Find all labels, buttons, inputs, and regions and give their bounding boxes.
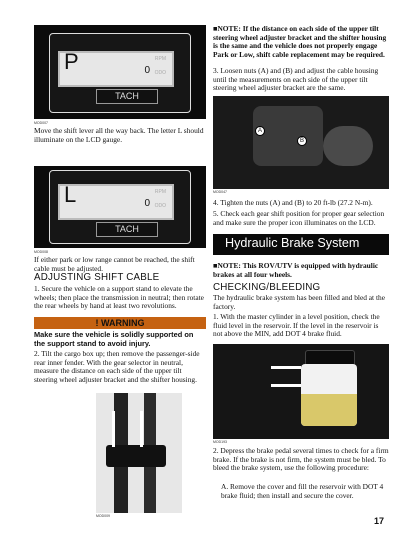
gear-letter: L xyxy=(64,182,77,207)
figure-code: MOD009 xyxy=(96,514,111,518)
section-title: ADJUSTING SHIFT CABLE xyxy=(34,272,160,283)
step-text: 2. Depress the brake pedal several times to check for a firm brake. If the brake is not firm, the system must be bled. To bleed the brake system, use the following procedure: xyxy=(213,446,389,473)
rpm-label: RPM xyxy=(154,189,166,195)
engine-part xyxy=(323,126,373,166)
pointer-arrow xyxy=(271,366,301,369)
step-text: 5. Check each gear shift position for proper gear selection and make sure the proper icon illuminates on the LCD. xyxy=(213,209,385,227)
warning-banner: ! WARNING xyxy=(34,317,206,329)
figure-code: MOD008 xyxy=(34,250,49,254)
step-text: A. Remove the cover and fill the reservoir with DOT 4 brake fluid; then install and secure the cover. xyxy=(221,482,384,500)
step-text: 2. Tilt the cargo box up; then remove the passenger-side rear inner fender. With the gear selector in neutral, measure the distance on each side of the upper tilt steering wheel adjuster bracket and the shifter housing. xyxy=(34,349,200,384)
brake-reservoir-photo xyxy=(213,344,389,439)
subsection-title: CHECKING/BLEEDING xyxy=(213,282,321,293)
figure-code: MOD047 xyxy=(213,190,228,194)
odo-label: ODO xyxy=(154,203,166,209)
lcd-gauge-park-photo xyxy=(34,25,206,119)
section-title: Hydraulic Brake System xyxy=(225,236,360,250)
intro-text: The hydraulic brake system has been filled and bled at the factory. xyxy=(213,293,385,311)
figure-caption: Move the shift lever all the way back. The letter L should illuminate on the LCD gauge. xyxy=(34,126,204,144)
figure-code: MOD007 xyxy=(34,121,49,125)
lcd-gauge-low-photo xyxy=(34,166,206,248)
cable-nuts-photo xyxy=(213,96,389,189)
shifter-measurement-photo xyxy=(96,393,182,513)
odo-label: ODO xyxy=(154,70,166,76)
gauge-reading: 0 xyxy=(144,198,150,209)
figure-caption: If either park or low range cannot be reached, the shift cable must be adjusted. xyxy=(34,255,195,273)
warning-text: Make sure the vehicle is solidly supported on the support stand to avoid injury. xyxy=(34,330,194,348)
figure-code: MOD193 xyxy=(213,440,228,444)
fluid-level xyxy=(301,394,357,426)
engine-part xyxy=(253,106,323,166)
measurement-arrow xyxy=(140,411,143,447)
rpm-label: RPM xyxy=(154,56,166,62)
shifter-housing xyxy=(106,445,166,467)
step-text: 3. Loosen nuts (A) and (B) and adjust the cable housing until the measurements on each side of the upper tilt steering wheel adjuster bracket are the same. xyxy=(213,66,379,93)
callout-a: A xyxy=(255,126,265,136)
tach-bar: TACH xyxy=(96,222,158,237)
measurement-arrow xyxy=(112,411,115,447)
note-text: ■NOTE: This ROV/UTV is equipped with hydraulic brakes at all four wheels. xyxy=(213,261,379,279)
tach-bar: TACH xyxy=(96,89,158,104)
pointer-arrow xyxy=(271,384,301,387)
step-text: 1. Secure the vehicle on a support stand to elevate the wheels; then place the transmission in neutral; then rotate the rear wheels by hand at least two revolutions. xyxy=(34,284,204,311)
section-title-bar xyxy=(213,234,389,255)
step-text: 1. With the master cylinder in a level position, check the fluid level in the reservoir. If the level in the reservoir is not above the MIN, add DOT 4 brake fluid. xyxy=(213,312,380,339)
callout-b: B xyxy=(297,136,307,146)
note-text: ■NOTE: If the distance on each side of the upper tilt steering wheel adjuster bracket and the shifter housing is the same and the vehicle does not properly engage Park or Low, shift cable replacement may be required. xyxy=(213,24,387,59)
gear-letter: P xyxy=(64,49,79,74)
page-number: 17 xyxy=(374,516,385,526)
step-text: 4. Tighten the nuts (A) and (B) to 20 ft-lb (27.2 N-m). xyxy=(213,198,373,207)
gauge-reading: 0 xyxy=(144,65,150,76)
